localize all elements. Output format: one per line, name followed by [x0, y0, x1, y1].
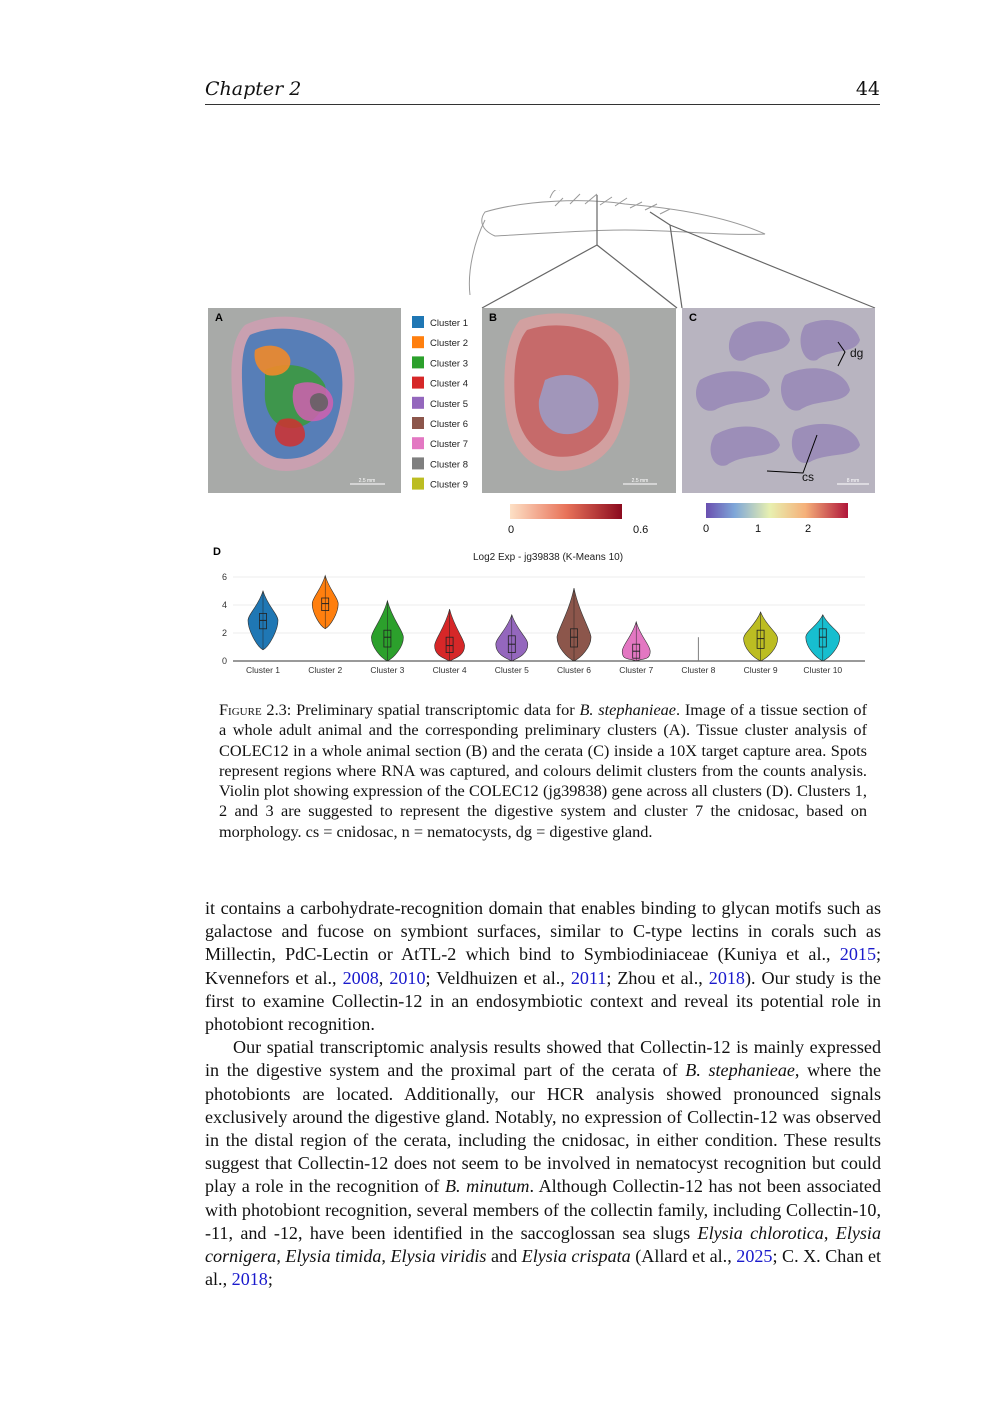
cluster-legend [412, 316, 468, 491]
colorbar-b-gradient [510, 504, 622, 519]
cite-2010[interactable]: 2010 [389, 967, 426, 988]
p2-text-f: , [381, 1246, 386, 1267]
slug-illustration [469, 190, 765, 295]
figure-2-3 [205, 190, 880, 690]
legend-label-5: Cluster 5 [430, 398, 469, 410]
p1-text-f: ). Our study is the first to examine Collectin-12 in an endosymbiotic context and reveal its potential role in photobiont recognition. [205, 967, 882, 1035]
y-tick-0: 0 [221, 656, 227, 666]
p2-text-g: and [491, 1246, 518, 1267]
legend-swatch-3 [412, 356, 424, 368]
caption-text-2: . Image of a tissue section of a whole adult animal and the corresponding preliminary clusters (A). Tissue cluster analysis of COLEC12 in a whole animal section (B) and the cerata (C) inside a 10X target capture area. Spots represent regions where RNA was captured, and colours delimit clusters from the counts analysis. Violin plot showing expression of the COLEC12 (jg39838) gene across all clusters (D). Clusters 1, 2 and 3 are suggested to represent the digestive system and cluster 7 the cnidosac, based on morphology. cs = cnidosac, n = nematocysts, dg = digestive gland. [219, 700, 867, 841]
slug-body [482, 201, 765, 236]
body-text [205, 897, 881, 1291]
legend-swatch-7 [412, 437, 424, 449]
zoom-line-b-left [482, 245, 597, 308]
p2-species-7: Elysia crispata [521, 1246, 631, 1267]
legend-label-2: Cluster 2 [430, 338, 469, 350]
figure-canvas [205, 190, 880, 690]
caption-label: Figure 2.3: [219, 700, 292, 719]
legend-label-9: Cluster 9 [430, 479, 469, 491]
x-tick-8: Cluster 8 [681, 665, 716, 675]
p2-text-h: (Allard et al., [635, 1246, 732, 1267]
cite-2025[interactable]: 2025 [736, 1246, 773, 1267]
chapter-title: Chapter 2 [205, 78, 302, 100]
paragraph-2 [205, 1036, 881, 1291]
slug-tentacle [469, 220, 485, 295]
legend-swatch-2 [412, 336, 424, 348]
y-tick-2: 2 [221, 628, 227, 638]
legend-swatch-9 [412, 478, 424, 490]
running-header [205, 78, 880, 105]
x-tick-1: Cluster 1 [245, 665, 281, 675]
panel-b-low [539, 375, 599, 434]
x-tick-5: Cluster 5 [494, 665, 529, 675]
legend-label-6: Cluster 6 [430, 419, 469, 430]
legend-swatch-5 [412, 397, 424, 409]
paragraph-1 [205, 897, 881, 1036]
panel-a-label: A [215, 312, 223, 324]
slug-cerata [555, 194, 670, 214]
caption-species: B. stephanieae [579, 700, 677, 719]
panel-c-label: C [689, 312, 697, 324]
x-tick-2: Cluster 2 [308, 665, 343, 675]
colorbar-c [703, 503, 848, 535]
x-tick-7: Cluster 7 [619, 665, 654, 675]
legend-label-4: Cluster 4 [430, 378, 469, 390]
colorbar-b-max: 0.6 [633, 524, 649, 536]
p2-species-5: Elysia timida [285, 1246, 382, 1267]
scale-bar-c-text: 8 mm [846, 478, 860, 484]
violin-chart [222, 572, 865, 675]
legend-swatch-4 [412, 377, 424, 389]
legend-label-7: Cluster 7 [430, 439, 469, 451]
colorbar-c-tick-2: 2 [805, 523, 812, 535]
legend-swatch-8 [412, 457, 424, 469]
slug-head [550, 190, 560, 198]
zoom-line-c-left [670, 225, 682, 308]
p2-text-j: ; [267, 1269, 273, 1290]
panel-b-label: B [489, 312, 497, 324]
zoom-line-b-right [597, 245, 677, 308]
p2-species-4: Elysia cornigera [205, 1222, 881, 1267]
chart-title: Log2 Exp - jg39838 (K-Means 10) [472, 552, 624, 563]
cite-2015[interactable]: 2015 [839, 944, 876, 965]
legend-swatch-1 [412, 316, 424, 328]
colorbar-b [508, 504, 648, 536]
x-tick-4: Cluster 4 [432, 665, 467, 675]
zoom-line-c-right [670, 225, 875, 308]
scale-bar-b-text: 2.5 mm [631, 478, 649, 484]
p2-species-3: Elysia chlorotica [697, 1222, 824, 1243]
p1-text-e: ; Zhou et al., [606, 967, 703, 988]
cs-annotation: cs [802, 470, 814, 484]
legend-label-3: Cluster 3 [430, 358, 469, 370]
colorbar-c-tick-1: 1 [755, 523, 762, 535]
p2-text-a: Our spatial transcriptomic analysis results showed that Collectin-12 is mainly expressed in the digestive system and the proximal part of the cerata of [205, 1037, 881, 1081]
p2-species-6: Elysia viridis [390, 1246, 487, 1267]
panel-c [682, 308, 875, 493]
cite-chan-2018[interactable]: 2018 [231, 1269, 268, 1290]
panel-b [482, 308, 676, 493]
cite-2011[interactable]: 2011 [570, 967, 607, 988]
cite-2008[interactable]: 2008 [342, 967, 379, 988]
p1-text-d: ; Veldhuizen et al., [425, 967, 565, 988]
y-tick-6: 6 [221, 572, 227, 582]
p1-text-a: it contains a carbohydrate-recognition domain that enables binding to glycan motifs such as galactose and fucose on symbiont surfaces, similar to C-type lectins in corals such as Millectin, PdC-Lectin or AtTL-2 which bind to Symbiodiniaceae (Kuniya et al., [205, 898, 881, 965]
p2-text-b: , where the photobionts are located. Additionally, our HCR analysis showed pronounced signals exclusively around the digestive gland. Notably, no expression of Collectin-12 was observed in the distal region of the cerata, including the cnidosac, in either condition. These results suggest that Collectin-12 does not seem to be involved in nematocyst recognition but could play a role in the recognition of [205, 1060, 881, 1197]
colorbar-b-min: 0 [508, 524, 515, 536]
x-tick-6: Cluster 6 [556, 665, 592, 675]
p2-text-d: , [823, 1222, 829, 1243]
legend-swatch-6 [412, 417, 424, 429]
zoom-lines [482, 195, 875, 308]
scale-bar-a-text: 2.5 mm [358, 478, 376, 484]
colorbar-c-tick-0: 0 [703, 523, 710, 535]
y-tick-4: 4 [221, 600, 227, 610]
p1-text-b: ; Kvennefors et al., [205, 944, 882, 988]
colorbar-c-gradient [706, 503, 848, 518]
page-number: 44 [855, 78, 880, 100]
p2-text-i: ; C. X. Chan et al., [205, 1246, 882, 1290]
p2-species-2: B. minutum [444, 1176, 530, 1197]
figure-caption [219, 700, 867, 842]
cite-2018[interactable]: 2018 [708, 967, 745, 988]
legend-label-1: Cluster 1 [430, 318, 469, 329]
panel-d-label: D [213, 546, 221, 558]
caption-text-1: Preliminary spatial transcriptomic data for [296, 700, 575, 719]
x-tick-10: Cluster 10 [803, 665, 843, 675]
x-tick-9: Cluster 9 [743, 665, 778, 675]
dg-annotation: dg [850, 346, 864, 360]
x-tick-3: Cluster 3 [370, 665, 405, 675]
p2-text-e: , [276, 1246, 281, 1267]
panel-a [208, 308, 401, 493]
p2-text-c: . Although Collectin-12 has not been associated with photobiont recognition, several members of the collectin family, including Collectin-10, -11, and -12, have been identified in the saccoglossan sea slugs [205, 1176, 881, 1243]
legend-label-8: Cluster 8 [430, 459, 469, 471]
p1-text-c: , [378, 967, 384, 988]
p2-species-1: B. stephanieae [685, 1060, 795, 1081]
